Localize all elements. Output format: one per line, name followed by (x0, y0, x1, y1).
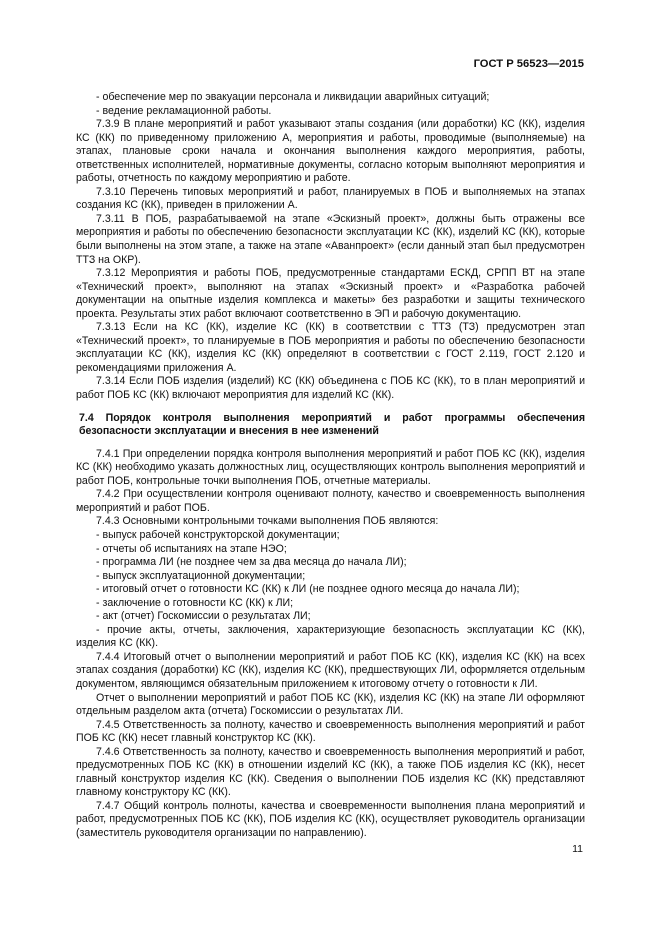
section-gap (76, 403, 585, 412)
document-code: ГОСТ Р 56523—2015 (473, 58, 584, 70)
paragraph-7-3-13: 7.3.13 Если на КС (КК), изделие КС (КК) в соответствии с ТТЗ (ТЗ) предусмотрен этап «Технический проект», то планируемые в ПОБ мероприятия и работы по обеспечению безопасности эксплуатации КС (КК), изделия КС (КК) определяют в соответствии с ГОСТ 2.119, ГОСТ 2.120 и рекомендациями приложения А. (76, 321, 585, 374)
list-item: - ведение рекламационной работы. (96, 104, 272, 117)
list-item: - выпуск эксплуатационной документации; (96, 569, 306, 582)
paragraph: Отчет о выполнении мероприятий и работ ПОБ КС (КК), изделия КС (КК) на этапе ЛИ оформляют отдельным разделом акта (отчета) Госкомиссии о результатах ЛИ. (76, 691, 585, 718)
paragraph-7-3-10: 7.3.10 Перечень типовых мероприятий и работ, планируемых в ПОБ и выполняемых на этапах создания КС (КК), приведен в приложении А. (76, 185, 585, 212)
list-item: - обеспечение мер по эвакуации персонала и ликвидации аварийных ситуаций; (96, 91, 490, 103)
paragraph-7-4-3: 7.4.3 Основными контрольными точками выполнения ПОБ являются: (96, 515, 439, 528)
section-gap (76, 439, 585, 448)
paragraph-7-3-11: 7.3.11 В ПОБ, разрабатываемой на этапе «Эскизный проект», должны быть отражены все мероприятия и работы по обеспечению безопасности эксплуатации КС (КК), изделий КС (КК), которые были выполнены на этом этапе, а также на этапе «Аванпроект» (если данный этап был предусмотрен ТТЗ на ОКР). (76, 212, 585, 266)
list-item: - заключение о готовности КС (КК) к ЛИ; (96, 596, 294, 609)
list-item: - итоговый отчет о готовности КС (КК) к ЛИ (не позднее одного месяца до начала ЛИ); (96, 583, 520, 596)
paragraph-7-4-7: 7.4.7 Общий контроль полноты, качества и своевременности выполнения плана мероприятий и работ, предусмотренных ПОБ КС (КК), ПОБ изделия КС (КК), осуществляет руководитель организации (заместитель руководителя организации по направлению). (76, 799, 585, 839)
list-item: - акт (отчет) Госкомиссии о результатах ЛИ; (96, 610, 311, 623)
paragraph-7-4-1: 7.4.1 При определении порядка контроля выполнения мероприятий и работ ПОБ КС (КК), изделия КС (КК) необходимо указать должностных лиц, осуществляющих контроль выполнения мероприятий и работ ПОБ, контрольные точки выполнения ПОБ, отчетные материалы. (76, 447, 585, 487)
paragraph-7-3-14: 7.3.14 Если ПОБ изделия (изделий) КС (КК) объединена с ПОБ КС (КК), то в план мероприятий и работ ПОБ КС (КК) включают мероприятия для изделий КС (КК). (76, 375, 585, 402)
paragraph-7-4-4: 7.4.4 Итоговый отчет о выполнении мероприятий и работ ПОБ КС (КК), изделия КС (КК) на всех этапах создания (доработки) КС (КК), изделия КС (КК), предшествующих ЛИ, оформляется отдельным документом, являющимся обязательным приложением к итоговому отчету о готовности к ЛИ. (76, 650, 585, 690)
page-number: 11 (572, 843, 583, 855)
list-item: - выпуск рабочей конструкторской документации; (96, 528, 340, 541)
paragraph-7-3-9: 7.3.9 В плане мероприятий и работ указывают этапы создания (или доработки) КС (КК), изделия КС (КК) по приведенному приложению А, мероприятия и работы, проводимые (выполняемые) на этапах, плановые сроки начала и окончания выполнения каждого мероприятия, работы, ответственных исполнителей, нормативные документы, согласно которым выполняют мероприятия и работы, отчетность по каждому мероприятию и работе. (76, 118, 585, 185)
paragraph-7-4-5: 7.4.5 Ответственность за полноту, качество и своевременность выполнения мероприятий и работ ПОБ КС (КК) несет главный конструктор КС (КК). (76, 718, 585, 745)
page-body (76, 91, 585, 841)
list-item: - прочие акты, отчеты, заключения, характеризующие безопасность эксплуатации КС (КК), изделия КС (КК). (76, 623, 585, 650)
section-heading-7-4: 7.4 Порядок контроля выполнения мероприятий и работ программы обеспечения безопасности эксплуатации и внесения в нее изменений (79, 411, 585, 438)
paragraph-7-4-2: 7.4.2 При осуществлении контроля оценивают полноту, качество и своевременность выполнения мероприятий и работ ПОБ. (76, 488, 585, 514)
list-item: - отчеты об испытаниях на этапе НЭО; (96, 542, 287, 555)
list-item: - программа ЛИ (не позднее чем за два месяца до начала ЛИ); (96, 556, 407, 569)
paragraph-7-4-6: 7.4.6 Ответственность за полноту, качество и своевременность выполнения мероприятий и работ, предусмотренных ПОБ КС (КК) в отношении изделий КС (КК), а также ПОБ изделия КС (КК), несет главный конструктор изделия КС (КК). Сведения о выполнении ПОБ изделия КС (КК) представляют главному конструктору КС (КК). (76, 745, 585, 799)
paragraph-7-3-12: 7.3.12 Мероприятия и работы ПОБ, предусмотренные стандартами ЕСКД, СРПП ВТ на этапе «Технический проект», выполняют на этапах «Эскизный проект» и «Разработка рабочей документации на опытные изделия комплекса и макеты» без разработки и защиты технического проекта. Результаты этих работ включают соответственно в ЭП и рабочую документацию. (76, 267, 585, 320)
